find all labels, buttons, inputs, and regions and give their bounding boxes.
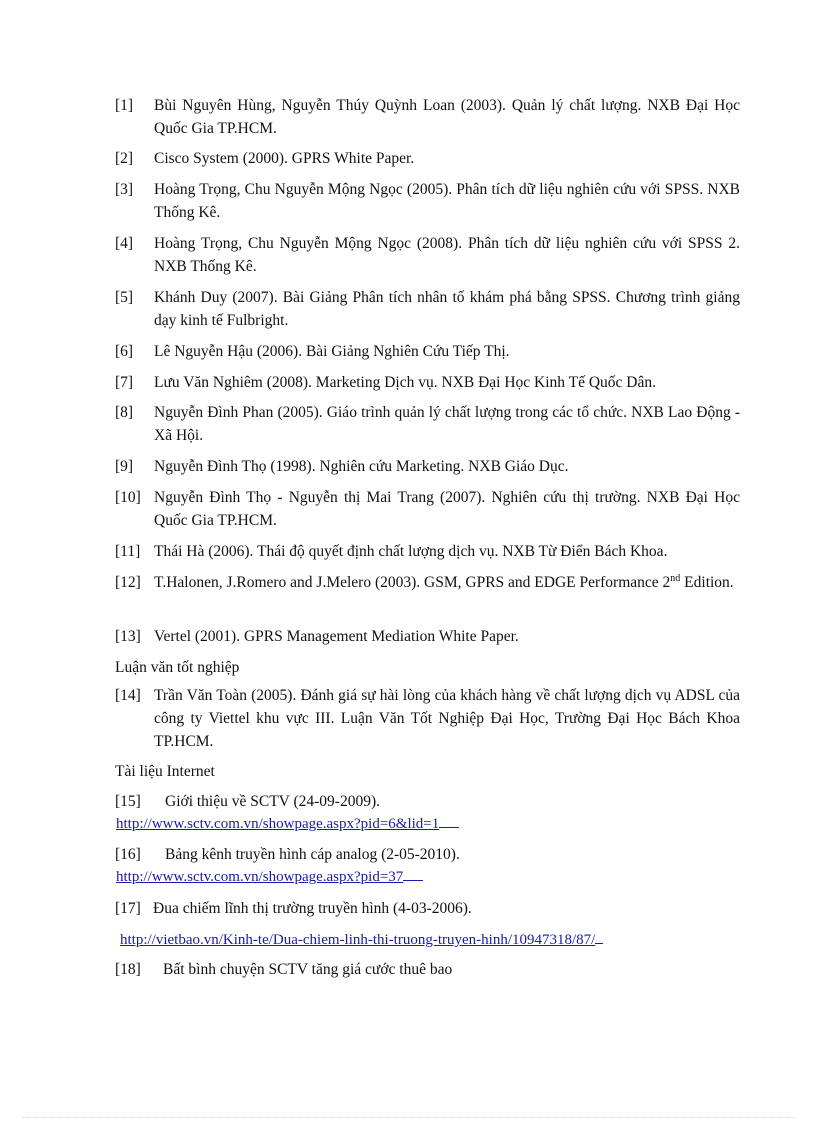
web-reference-15 bbox=[115, 790, 755, 813]
reference-text-main: T.Halonen, J.Romero and J.Melero (2003). GSM, GPRS and EDGE Performance 2 bbox=[154, 574, 671, 591]
reference-text bbox=[115, 571, 740, 594]
reference-5 bbox=[115, 286, 740, 332]
reference-text: Vertel (2001). GPRS Management Mediation White Paper. bbox=[154, 628, 519, 645]
reference-text: Khánh Duy (2007). Bài Giảng Phân tích nhân tố khám phá bằng SPSS. Chương trình giảng dạy kinh tế Fulbright. bbox=[154, 289, 740, 329]
reference-text: Lưu Văn Nghiêm (2008). Marketing Dịch vụ. NXB Đại Học Kinh Tế Quốc Dân. bbox=[154, 374, 657, 391]
superscript: nd bbox=[670, 572, 681, 584]
reference-number: [14] bbox=[115, 687, 141, 704]
reference-text: Nguyễn Đình Thọ - Nguyễn thị Mai Trang (2007). Nghiên cứu thị trường. NXB Đại Học Quốc Gia TP.HCM. bbox=[154, 489, 740, 529]
reference-text-tail: Edition. bbox=[680, 574, 734, 591]
reference-12 bbox=[115, 571, 740, 594]
reference-6 bbox=[115, 340, 740, 363]
reference-number: [5] bbox=[115, 289, 134, 306]
reference-number: [10] bbox=[115, 489, 141, 506]
reference-number: [8] bbox=[115, 404, 134, 421]
reference-8 bbox=[115, 401, 740, 447]
reference-text: Nguyễn Đình Phan (2005). Giáo trình quản lý chất lượng trong các tổ chức. NXB Lao Động - Xã Hội. bbox=[154, 404, 740, 444]
reference-number: [2] bbox=[115, 150, 134, 167]
section-heading-internet: Tài liệu Internet bbox=[115, 763, 215, 780]
web-reference-16 bbox=[115, 843, 755, 866]
reference-number: [18] bbox=[115, 961, 141, 978]
web-reference-18 bbox=[115, 958, 755, 981]
web-link-16[interactable] bbox=[116, 866, 423, 887]
reference-3 bbox=[115, 178, 740, 224]
reference-7 bbox=[115, 371, 740, 394]
reference-11 bbox=[115, 540, 740, 563]
link-underline-tail bbox=[439, 813, 459, 828]
reference-text: Bùi Nguyên Hùng, Nguyễn Thúy Quỳnh Loan (2003). Quản lý chất lượng. NXB Đại Học Quốc Gia TP.HCM. bbox=[154, 97, 740, 137]
reference-number: [3] bbox=[115, 181, 134, 198]
section-heading-thesis: Luận văn tốt nghiệp bbox=[115, 659, 240, 676]
reference-number: [1] bbox=[115, 97, 134, 114]
reference-number: [15] bbox=[115, 793, 141, 810]
link-url[interactable]: http://www.sctv.com.vn/showpage.aspx?pid=6&lid=1 bbox=[116, 816, 440, 832]
link-underline-tail bbox=[595, 929, 603, 944]
reference-number: [13] bbox=[115, 628, 141, 645]
reference-text: Nguyễn Đình Thọ (1998). Nghiên cứu Marketing. NXB Giáo Dục. bbox=[154, 458, 569, 475]
reference-number: [16] bbox=[115, 846, 141, 863]
reference-2 bbox=[115, 147, 740, 170]
reference-text: Bảng kênh truyền hình cáp analog (2-05-2010). bbox=[165, 846, 460, 863]
reference-text: Giới thiệu về SCTV (24-09-2009). bbox=[165, 793, 380, 810]
reference-text: Cisco System (2000). GPRS White Paper. bbox=[154, 150, 415, 167]
reference-text: Thái Hà (2006). Thái độ quyết định chất lượng dịch vụ. NXB Từ Điển Bách Khoa. bbox=[154, 543, 668, 560]
reference-4 bbox=[115, 232, 740, 278]
reference-13 bbox=[115, 625, 740, 648]
reference-number: [7] bbox=[115, 374, 134, 391]
web-link-15[interactable] bbox=[116, 813, 459, 834]
reference-10 bbox=[115, 486, 740, 532]
reference-number: [4] bbox=[115, 235, 134, 252]
reference-14 bbox=[115, 684, 740, 753]
link-url[interactable]: http://vietbao.vn/Kinh-te/Dua-chiem-linh-thi-truong-truyen-hinh/10947318/87/ bbox=[120, 932, 596, 948]
reference-1 bbox=[115, 94, 740, 140]
reference-text: Hoàng Trọng, Chu Nguyễn Mộng Ngọc (2008). Phân tích dữ liệu nghiên cứu với SPSS 2. NXB Thống Kê. bbox=[154, 235, 740, 275]
link-underline-tail bbox=[403, 866, 423, 881]
reference-number: [6] bbox=[115, 343, 134, 360]
reference-number: [12] bbox=[115, 574, 141, 591]
web-link-17[interactable] bbox=[120, 929, 603, 950]
reference-number: [11] bbox=[115, 543, 141, 560]
reference-9 bbox=[115, 455, 740, 478]
reference-text: Hoàng Trọng, Chu Nguyễn Mộng Ngọc (2005). Phân tích dữ liệu nghiên cứu với SPSS. NXB Thống Kê. bbox=[154, 181, 740, 221]
reference-text: Lê Nguyễn Hậu (2006). Bài Giảng Nghiên Cứu Tiếp Thị. bbox=[154, 343, 510, 360]
page-bottom-divider bbox=[22, 1117, 794, 1118]
reference-text: Trần Văn Toàn (2005). Đánh giá sự hài lòng của khách hàng về chất lượng dịch vụ ADSL của công ty Viettel khu vực III. Luận Văn Tốt Nghiệp Đại Học, Trường Đại Học Bách Khoa TP.HCM. bbox=[154, 687, 740, 750]
reference-text: Bất bình chuyện SCTV tăng giá cước thuê bao bbox=[163, 961, 453, 978]
link-url[interactable]: http://www.sctv.com.vn/showpage.aspx?pid=37 bbox=[116, 869, 404, 885]
reference-number: [17] bbox=[115, 900, 141, 917]
web-reference-17 bbox=[115, 897, 755, 920]
reference-number: [9] bbox=[115, 458, 134, 475]
reference-text: Đua chiếm lĩnh thị trường truyền hình (4-03-2006). bbox=[153, 900, 472, 917]
